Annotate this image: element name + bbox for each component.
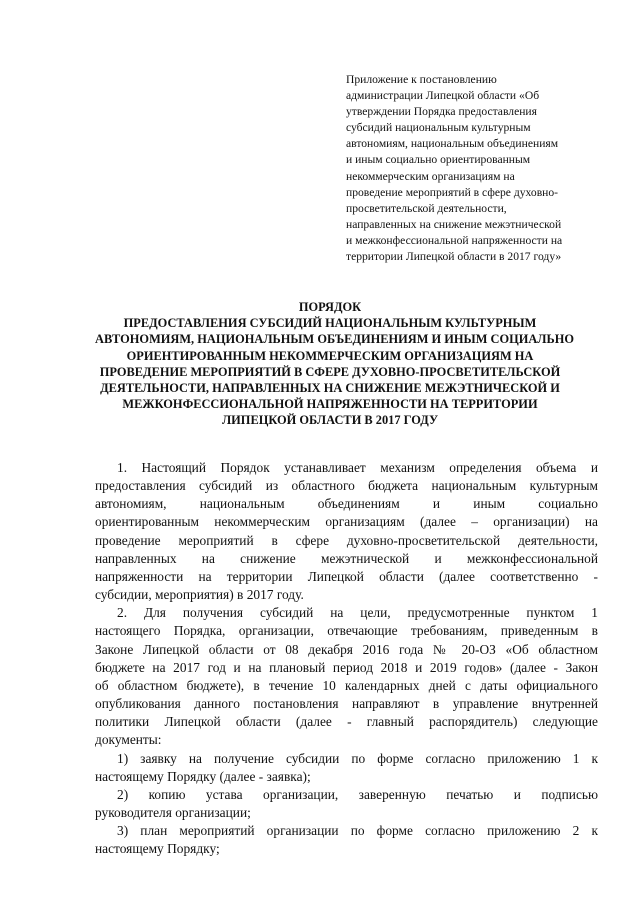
appendix-line: некоммерческим организациям на <box>346 169 515 183</box>
title-line: ПОРЯДОК <box>298 300 362 314</box>
paragraph-line: проведение мероприятий в сфере духовно-просветительской деятельности, <box>95 532 598 548</box>
title-line: ЛИПЕЦКОЙ ОБЛАСТИ В 2017 ГОДУ <box>221 413 439 428</box>
appendix-line: и иным социально ориентированным <box>346 153 531 167</box>
paragraph-line: руководителя организации; <box>95 804 251 820</box>
paragraph-line: опубликования данного постановления направляют в управление внутренней <box>95 696 598 712</box>
title-line: ОРИЕНТИРОВАННЫМ НЕКОММЕРЧЕСКИМ ОРГАНИЗАЦИЯМ НА <box>126 348 534 363</box>
paragraph-item-3 <box>95 822 598 858</box>
appendix-note <box>346 72 600 265</box>
paragraph-line: документы: <box>95 732 162 748</box>
appendix-line: проведение мероприятий в сфере духовно- <box>346 185 559 199</box>
paragraph-line: настоящего Порядка, организации, отвечающие требованиям, приведенным в <box>95 623 598 639</box>
paragraph-line: настоящему Порядку; <box>95 841 220 857</box>
paragraph-line: 1. Настоящий Порядок устанавливает механизм определения объема и <box>117 460 598 475</box>
document-body <box>95 459 598 858</box>
paragraph-1 <box>95 459 598 604</box>
paragraph-line: об областном бюджете), в течение 10 календарных дней с даты официального <box>95 677 598 693</box>
appendix-line: направленных на снижение межэтнической <box>346 217 562 231</box>
paragraph-line: настоящему Порядку (далее - заявка); <box>95 768 311 784</box>
appendix-line: субсидий национальным культурным <box>346 121 531 135</box>
title-line: ПРОВЕДЕНИЕ МЕРОПРИЯТИЙ В СФЕРЕ ДУХОВНО-ПРОСВЕТИТЕЛЬСКОЙ <box>99 364 561 379</box>
paragraph-line: 2. Для получения субсидий на цели, предусмотренные пунктом 1 <box>117 605 598 621</box>
paragraph-item-1 <box>95 750 598 786</box>
appendix-line: Приложение к постановлению <box>346 73 497 86</box>
paragraph-line: 1) заявку на получение субсидии по форме согласно приложению 1 к <box>117 750 598 766</box>
paragraph-line: направленных на снижение межэтнической и межконфессиональной <box>95 550 598 566</box>
title-line: ДЕЯТЕЛЬНОСТИ, НАПРАВЛЕННЫХ НА СНИЖЕНИЕ МЕЖЭТНИЧЕСКОЙ И <box>100 381 560 396</box>
paragraph-item-2 <box>95 786 598 822</box>
appendix-line: утверждении Порядка предоставления <box>346 105 537 119</box>
title-line: АВТОНОМИЯМ, НАЦИОНАЛЬНЫМ ОБЪЕДИНЕНИЯМ И ИНЫМ СОЦИАЛЬНО <box>95 332 575 347</box>
paragraph-line: политики Липецкой области (далее - главный распорядитель) следующие <box>95 714 598 730</box>
paragraph-line: бюджете на 2017 год и на плановый период 2018 и 2019 годов» (далее - Закон <box>95 659 598 675</box>
appendix-line: просветительской деятельности, <box>346 201 507 215</box>
appendix-line: территории Липецкой области в 2017 году» <box>346 250 562 264</box>
paragraph-line: 2) копию устава организации, заверенную печатью и подписью <box>117 786 598 802</box>
paragraph-line: Законе Липецкой области от 08 декабря 2016 года № 20-ОЗ «Об областном <box>95 641 598 657</box>
paragraph-line: ориентированным некоммерческим организациям (далее – организации) на <box>95 514 598 530</box>
paragraph-2 <box>95 604 598 749</box>
appendix-line: администрации Липецкой области «Об <box>346 89 540 103</box>
paragraph-line: автономиям, национальным объединениям и иным социально <box>95 496 598 512</box>
title-line: МЕЖКОНФЕССИОНАЛЬНОЙ НАПРЯЖЕННОСТИ НА ТЕРРИТОРИИ <box>122 397 538 412</box>
appendix-line: автономиям, национальным объединениям <box>346 137 559 151</box>
paragraph-line: субсидии, мероприятия) в 2017 году. <box>95 587 304 603</box>
document-title <box>95 299 575 429</box>
appendix-line: и межконфессиональной напряженности на <box>346 233 563 247</box>
title-line: ПРЕДОСТАВЛЕНИЯ СУБСИДИЙ НАЦИОНАЛЬНЫМ КУЛЬТУРНЫМ <box>123 316 537 331</box>
paragraph-line: предоставления субсидий из областного бюджета национальным культурным <box>95 478 598 494</box>
paragraph-line: 3) план мероприятий организации по форме согласно приложению 2 к <box>117 823 598 839</box>
paragraph-line: напряженности на территории Липецкой области (далее соответственно - <box>95 568 598 584</box>
